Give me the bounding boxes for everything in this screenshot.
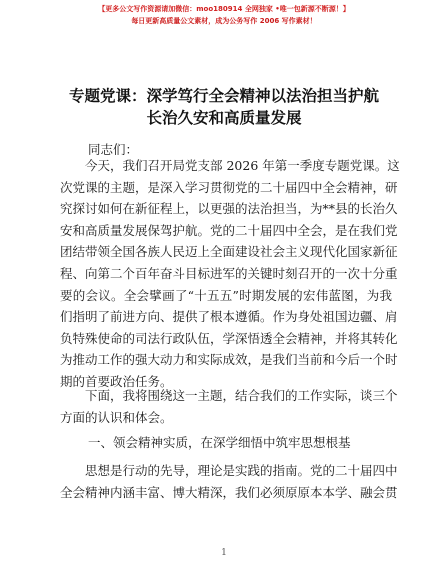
promo-banner-line-2: 每日更新高质量公文素材，成为公务写作 2006 写作素材！ [131,17,317,25]
paragraph-line: 程、向第二个百年奋斗目标进军的关键时刻召开的一次十分重 [60,265,398,281]
document-title-line-2: 长治久安和高质量发展 [146,109,302,127]
paragraph-line: 方面的认识和体会。 [60,409,173,425]
paragraph-line: 期的首要政治任务。 [60,373,173,389]
paragraph-line: 们指明了前进方向、提供了根本遵循。作为身处祖国边疆、肩 [60,309,398,325]
paragraph-outline [60,385,398,428]
promo-banner-line-1: 【更多公文写作资源请加微信：moo180914 全网独家 •唯一包新源不断源！】 [98,5,350,13]
paragraph-intro [60,155,400,393]
paragraph-line: 团结带领全国各族人民迈上全面建设社会主义现代化国家新征 [60,244,398,260]
document-title-line-1: 专题党课：深学笃行全会精神以法治担当护航 [68,87,379,105]
paragraph-line: 今天，我们召开局党支部 2026 年第一季度专题党课。这 [85,158,400,173]
paragraph-line: 负特殊使命的司法行政队伍，学深悟透全会精神，并将其转化 [60,330,398,346]
paragraph-line: 全会精神内涵丰富、博大精深，我们必须原原本本学、融会贯 [60,484,398,500]
page-number: 1 [221,548,227,558]
paragraph-line: 次党课的主题，是深入学习贯彻党的二十届四中全会精神，研 [60,179,398,195]
salutation: 同志们： [88,142,139,157]
paragraph-line: 下面，我将围绕这一主题，结合我们的工作实际，谈三个 [85,388,398,403]
paragraph-section-1 [60,460,398,503]
paragraph-line: 要的会议。全会擘画了“十五五”时期发展的宏伟蓝图，为我 [60,287,392,303]
paragraph-line: 安和高质量发展保驾护航。党的二十届四中全会，是在我们党 [60,222,398,238]
section-heading-1: 一、领会精神实质，在深学细悟中筑牢思想根基 [88,435,351,450]
paragraph-line: 究探讨如何在新征程上，以更强的法治担当，为**县的长治久 [60,201,398,217]
paragraph-line: 思想是行动的先导，理论是实践的指南。党的二十届四中 [85,463,398,478]
paragraph-line: 为推动工作的强大动力和实际成效，是我们当前和今后一个时 [60,352,398,368]
